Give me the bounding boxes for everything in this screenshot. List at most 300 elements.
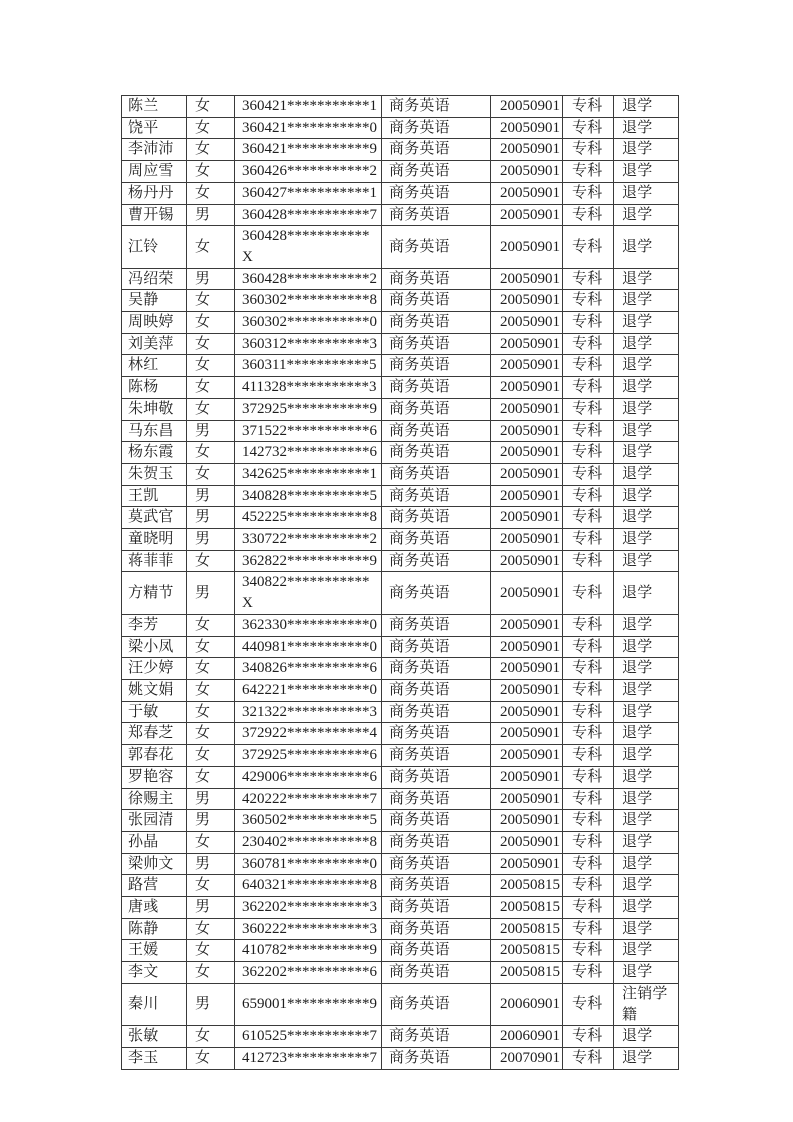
table-row (122, 658, 679, 680)
cell-enroll_date: 20050901 (491, 463, 563, 485)
table-row (122, 1026, 679, 1048)
cell-level: 专科 (563, 766, 614, 788)
cell-status: 退学 (614, 766, 679, 788)
cell-gender: 女 (187, 117, 235, 139)
cell-level: 专科 (563, 204, 614, 226)
cell-gender: 男 (187, 204, 235, 226)
cell-major: 商务英语 (382, 161, 491, 183)
cell-enroll_date: 20070901 (491, 1047, 563, 1069)
cell-name: 陈杨 (122, 377, 187, 399)
cell-enroll_date: 20050901 (491, 398, 563, 420)
table-row (122, 572, 679, 614)
table-row (122, 333, 679, 355)
cell-level: 专科 (563, 333, 614, 355)
cell-status: 退学 (614, 831, 679, 853)
cell-gender: 女 (187, 940, 235, 962)
cell-name: 于敏 (122, 701, 187, 723)
cell-status: 退学 (614, 204, 679, 226)
cell-gender: 女 (187, 701, 235, 723)
cell-gender: 女 (187, 766, 235, 788)
cell-id_number: 360421***********0 (235, 117, 382, 139)
cell-enroll_date: 20050901 (491, 377, 563, 399)
cell-gender: 女 (187, 442, 235, 464)
cell-status: 退学 (614, 1047, 679, 1069)
cell-id_number: 360302***********0 (235, 312, 382, 334)
cell-id_number: 360428***********2 (235, 268, 382, 290)
cell-gender: 男 (187, 810, 235, 832)
cell-gender: 男 (187, 788, 235, 810)
cell-id_number: 372925***********9 (235, 398, 382, 420)
cell-id_number: 610525***********7 (235, 1026, 382, 1048)
cell-status: 退学 (614, 290, 679, 312)
cell-gender: 女 (187, 636, 235, 658)
cell-enroll_date: 20050901 (491, 182, 563, 204)
cell-name: 饶平 (122, 117, 187, 139)
cell-major: 商务英语 (382, 355, 491, 377)
cell-name: 汪少婷 (122, 658, 187, 680)
cell-level: 专科 (563, 679, 614, 701)
cell-id_number: 321322***********3 (235, 701, 382, 723)
table-row (122, 96, 679, 118)
cell-gender: 女 (187, 333, 235, 355)
cell-status: 退学 (614, 962, 679, 984)
cell-major: 商务英语 (382, 723, 491, 745)
cell-id_number: 429006***********6 (235, 766, 382, 788)
cell-level: 专科 (563, 614, 614, 636)
cell-id_number: 362330***********0 (235, 614, 382, 636)
cell-gender: 女 (187, 745, 235, 767)
cell-major: 商务英语 (382, 333, 491, 355)
cell-level: 专科 (563, 268, 614, 290)
cell-name: 姚文娟 (122, 679, 187, 701)
cell-status: 退学 (614, 636, 679, 658)
cell-level: 专科 (563, 940, 614, 962)
cell-id_number: 420222***********7 (235, 788, 382, 810)
table-row (122, 507, 679, 529)
cell-enroll_date: 20050901 (491, 658, 563, 680)
table-row (122, 485, 679, 507)
cell-name: 郭春花 (122, 745, 187, 767)
cell-major: 商务英语 (382, 226, 491, 268)
cell-enroll_date: 20050901 (491, 117, 563, 139)
cell-status: 退学 (614, 117, 679, 139)
cell-id_number: 411328***********3 (235, 377, 382, 399)
table-row (122, 810, 679, 832)
cell-status: 退学 (614, 679, 679, 701)
cell-status: 退学 (614, 139, 679, 161)
table-row (122, 377, 679, 399)
cell-name: 江铃 (122, 226, 187, 268)
cell-major: 商务英语 (382, 962, 491, 984)
cell-enroll_date: 20050901 (491, 333, 563, 355)
cell-major: 商务英语 (382, 745, 491, 767)
cell-name: 林红 (122, 355, 187, 377)
cell-major: 商务英语 (382, 679, 491, 701)
cell-gender: 女 (187, 723, 235, 745)
table-row (122, 312, 679, 334)
cell-id_number: 340828***********5 (235, 485, 382, 507)
cell-name: 李芳 (122, 614, 187, 636)
cell-major: 商务英语 (382, 463, 491, 485)
cell-level: 专科 (563, 636, 614, 658)
cell-id_number: 342625***********1 (235, 463, 382, 485)
cell-status: 退学 (614, 507, 679, 529)
cell-name: 徐赐主 (122, 788, 187, 810)
cell-gender: 女 (187, 463, 235, 485)
cell-major: 商务英语 (382, 766, 491, 788)
cell-major: 商务英语 (382, 182, 491, 204)
cell-id_number: 360302***********8 (235, 290, 382, 312)
cell-major: 商务英语 (382, 420, 491, 442)
cell-id_number: 642221***********0 (235, 679, 382, 701)
cell-name: 杨丹丹 (122, 182, 187, 204)
cell-gender: 女 (187, 96, 235, 118)
cell-major: 商务英语 (382, 1026, 491, 1048)
cell-level: 专科 (563, 831, 614, 853)
cell-major: 商务英语 (382, 831, 491, 853)
cell-id_number: 360421***********1 (235, 96, 382, 118)
cell-gender: 女 (187, 831, 235, 853)
cell-gender: 女 (187, 614, 235, 636)
cell-major: 商务英语 (382, 398, 491, 420)
cell-level: 专科 (563, 290, 614, 312)
table-row (122, 182, 679, 204)
table-row (122, 614, 679, 636)
cell-level: 专科 (563, 897, 614, 919)
cell-id_number: 452225***********8 (235, 507, 382, 529)
cell-id_number: 372922***********4 (235, 723, 382, 745)
cell-enroll_date: 20050815 (491, 962, 563, 984)
cell-id_number: 360428***********7 (235, 204, 382, 226)
cell-level: 专科 (563, 182, 614, 204)
cell-gender: 女 (187, 918, 235, 940)
cell-enroll_date: 20050815 (491, 918, 563, 940)
cell-enroll_date: 20050901 (491, 139, 563, 161)
cell-level: 专科 (563, 550, 614, 572)
cell-major: 商务英语 (382, 983, 491, 1025)
cell-major: 商务英语 (382, 940, 491, 962)
cell-id_number: 360426***********2 (235, 161, 382, 183)
cell-major: 商务英语 (382, 897, 491, 919)
cell-gender: 女 (187, 139, 235, 161)
cell-status: 退学 (614, 420, 679, 442)
cell-enroll_date: 20050901 (491, 290, 563, 312)
cell-name: 周映婷 (122, 312, 187, 334)
cell-status: 退学 (614, 1026, 679, 1048)
cell-level: 专科 (563, 810, 614, 832)
cell-level: 专科 (563, 962, 614, 984)
student-roster-table (121, 95, 679, 1070)
cell-name: 路营 (122, 875, 187, 897)
cell-gender: 女 (187, 377, 235, 399)
cell-level: 专科 (563, 96, 614, 118)
cell-level: 专科 (563, 312, 614, 334)
cell-major: 商务英语 (382, 268, 491, 290)
cell-status: 退学 (614, 377, 679, 399)
cell-id_number: 340822***********X (235, 572, 382, 614)
cell-name: 唐彧 (122, 897, 187, 919)
cell-major: 商务英语 (382, 139, 491, 161)
table-row (122, 355, 679, 377)
cell-gender: 女 (187, 1026, 235, 1048)
cell-status: 退学 (614, 788, 679, 810)
cell-status: 退学 (614, 853, 679, 875)
cell-status: 退学 (614, 875, 679, 897)
cell-status: 退学 (614, 312, 679, 334)
table-row (122, 918, 679, 940)
cell-gender: 女 (187, 226, 235, 268)
cell-id_number: 360421***********9 (235, 139, 382, 161)
cell-gender: 女 (187, 161, 235, 183)
cell-id_number: 412723***********7 (235, 1047, 382, 1069)
cell-major: 商务英语 (382, 377, 491, 399)
cell-major: 商务英语 (382, 853, 491, 875)
cell-gender: 男 (187, 268, 235, 290)
cell-enroll_date: 20050901 (491, 636, 563, 658)
table-row (122, 398, 679, 420)
cell-level: 专科 (563, 139, 614, 161)
cell-id_number: 360428***********X (235, 226, 382, 268)
cell-status: 退学 (614, 572, 679, 614)
cell-gender: 男 (187, 983, 235, 1025)
cell-name: 王凯 (122, 485, 187, 507)
table-row (122, 940, 679, 962)
cell-name: 秦川 (122, 983, 187, 1025)
cell-enroll_date: 20050901 (491, 161, 563, 183)
cell-id_number: 362202***********6 (235, 962, 382, 984)
cell-level: 专科 (563, 745, 614, 767)
cell-level: 专科 (563, 701, 614, 723)
cell-name: 张敏 (122, 1026, 187, 1048)
cell-gender: 女 (187, 1047, 235, 1069)
cell-status: 退学 (614, 226, 679, 268)
cell-status: 退学 (614, 723, 679, 745)
cell-status: 退学 (614, 550, 679, 572)
cell-enroll_date: 20050815 (491, 940, 563, 962)
cell-status: 退学 (614, 96, 679, 118)
cell-major: 商务英语 (382, 290, 491, 312)
cell-id_number: 659001***********9 (235, 983, 382, 1025)
cell-level: 专科 (563, 420, 614, 442)
cell-enroll_date: 20050901 (491, 485, 563, 507)
cell-id_number: 360311***********5 (235, 355, 382, 377)
table-row (122, 897, 679, 919)
cell-id_number: 340826***********6 (235, 658, 382, 680)
cell-enroll_date: 20050901 (491, 788, 563, 810)
cell-level: 专科 (563, 572, 614, 614)
cell-status: 注销学籍 (614, 983, 679, 1025)
cell-id_number: 360502***********5 (235, 810, 382, 832)
cell-major: 商务英语 (382, 918, 491, 940)
table-row (122, 226, 679, 268)
cell-level: 专科 (563, 983, 614, 1025)
cell-status: 退学 (614, 614, 679, 636)
cell-enroll_date: 20050901 (491, 810, 563, 832)
cell-gender: 男 (187, 485, 235, 507)
cell-enroll_date: 20050901 (491, 442, 563, 464)
cell-id_number: 410782***********9 (235, 940, 382, 962)
cell-level: 专科 (563, 1047, 614, 1069)
cell-enroll_date: 20050815 (491, 875, 563, 897)
table-row (122, 529, 679, 551)
table-row (122, 766, 679, 788)
cell-gender: 女 (187, 679, 235, 701)
cell-name: 李沛沛 (122, 139, 187, 161)
cell-name: 罗艳容 (122, 766, 187, 788)
cell-level: 专科 (563, 377, 614, 399)
cell-id_number: 362202***********3 (235, 897, 382, 919)
cell-major: 商务英语 (382, 312, 491, 334)
cell-status: 退学 (614, 485, 679, 507)
cell-name: 梁小凤 (122, 636, 187, 658)
cell-name: 郑春芝 (122, 723, 187, 745)
cell-gender: 男 (187, 897, 235, 919)
cell-name: 周应雪 (122, 161, 187, 183)
table-row (122, 962, 679, 984)
table-row (122, 679, 679, 701)
cell-level: 专科 (563, 1026, 614, 1048)
cell-level: 专科 (563, 161, 614, 183)
cell-major: 商务英语 (382, 485, 491, 507)
cell-id_number: 142732***********6 (235, 442, 382, 464)
table-row (122, 139, 679, 161)
cell-major: 商务英语 (382, 550, 491, 572)
cell-enroll_date: 20050901 (491, 420, 563, 442)
cell-major: 商务英语 (382, 572, 491, 614)
cell-level: 专科 (563, 918, 614, 940)
cell-name: 李玉 (122, 1047, 187, 1069)
cell-level: 专科 (563, 463, 614, 485)
cell-name: 刘美萍 (122, 333, 187, 355)
cell-enroll_date: 20050815 (491, 897, 563, 919)
cell-status: 退学 (614, 182, 679, 204)
cell-status: 退学 (614, 268, 679, 290)
table-row (122, 268, 679, 290)
cell-status: 退学 (614, 940, 679, 962)
cell-gender: 女 (187, 398, 235, 420)
cell-major: 商务英语 (382, 701, 491, 723)
cell-gender: 女 (187, 182, 235, 204)
cell-gender: 男 (187, 853, 235, 875)
cell-name: 梁帅文 (122, 853, 187, 875)
cell-level: 专科 (563, 853, 614, 875)
cell-status: 退学 (614, 658, 679, 680)
cell-name: 童晓明 (122, 529, 187, 551)
cell-gender: 女 (187, 550, 235, 572)
cell-enroll_date: 20050901 (491, 701, 563, 723)
cell-major: 商务英语 (382, 507, 491, 529)
cell-gender: 男 (187, 420, 235, 442)
cell-name: 陈静 (122, 918, 187, 940)
cell-major: 商务英语 (382, 658, 491, 680)
cell-level: 专科 (563, 658, 614, 680)
cell-enroll_date: 20050901 (491, 831, 563, 853)
cell-enroll_date: 20050901 (491, 572, 563, 614)
cell-gender: 女 (187, 658, 235, 680)
cell-enroll_date: 20050901 (491, 96, 563, 118)
cell-id_number: 360222***********3 (235, 918, 382, 940)
cell-gender: 男 (187, 507, 235, 529)
table-row (122, 636, 679, 658)
cell-name: 吴静 (122, 290, 187, 312)
cell-enroll_date: 20050901 (491, 355, 563, 377)
cell-id_number: 640321***********8 (235, 875, 382, 897)
cell-level: 专科 (563, 485, 614, 507)
cell-enroll_date: 20050901 (491, 268, 563, 290)
cell-level: 专科 (563, 226, 614, 268)
cell-status: 退学 (614, 701, 679, 723)
table-row (122, 204, 679, 226)
cell-major: 商务英语 (382, 636, 491, 658)
cell-enroll_date: 20050901 (491, 766, 563, 788)
cell-gender: 女 (187, 875, 235, 897)
cell-id_number: 360427***********1 (235, 182, 382, 204)
cell-status: 退学 (614, 442, 679, 464)
cell-enroll_date: 20050901 (491, 507, 563, 529)
cell-gender: 男 (187, 572, 235, 614)
cell-status: 退学 (614, 398, 679, 420)
cell-status: 退学 (614, 745, 679, 767)
cell-level: 专科 (563, 117, 614, 139)
table-row (122, 463, 679, 485)
cell-status: 退学 (614, 161, 679, 183)
cell-major: 商务英语 (382, 810, 491, 832)
table-row (122, 161, 679, 183)
cell-name: 蒋菲菲 (122, 550, 187, 572)
table-row (122, 831, 679, 853)
cell-level: 专科 (563, 723, 614, 745)
cell-status: 退学 (614, 918, 679, 940)
table-row (122, 701, 679, 723)
cell-id_number: 360312***********3 (235, 333, 382, 355)
cell-enroll_date: 20050901 (491, 853, 563, 875)
cell-status: 退学 (614, 355, 679, 377)
cell-enroll_date: 20050901 (491, 614, 563, 636)
cell-name: 张园清 (122, 810, 187, 832)
cell-level: 专科 (563, 355, 614, 377)
cell-name: 陈兰 (122, 96, 187, 118)
cell-enroll_date: 20060901 (491, 1026, 563, 1048)
cell-major: 商务英语 (382, 614, 491, 636)
cell-major: 商务英语 (382, 529, 491, 551)
cell-name: 杨东霞 (122, 442, 187, 464)
cell-id_number: 360781***********0 (235, 853, 382, 875)
cell-enroll_date: 20050901 (491, 529, 563, 551)
cell-level: 专科 (563, 529, 614, 551)
cell-enroll_date: 20050901 (491, 226, 563, 268)
table-row (122, 550, 679, 572)
cell-id_number: 372925***********6 (235, 745, 382, 767)
table-row (122, 983, 679, 1025)
cell-name: 莫武官 (122, 507, 187, 529)
cell-major: 商务英语 (382, 442, 491, 464)
cell-gender: 男 (187, 529, 235, 551)
cell-major: 商务英语 (382, 204, 491, 226)
cell-level: 专科 (563, 398, 614, 420)
cell-name: 孙晶 (122, 831, 187, 853)
table-row (122, 1047, 679, 1069)
cell-enroll_date: 20050901 (491, 723, 563, 745)
cell-enroll_date: 20050901 (491, 204, 563, 226)
cell-id_number: 330722***********2 (235, 529, 382, 551)
cell-enroll_date: 20050901 (491, 312, 563, 334)
cell-level: 专科 (563, 875, 614, 897)
cell-enroll_date: 20050901 (491, 745, 563, 767)
cell-status: 退学 (614, 529, 679, 551)
table-row (122, 853, 679, 875)
roster-body (122, 96, 679, 1070)
cell-major: 商务英语 (382, 788, 491, 810)
